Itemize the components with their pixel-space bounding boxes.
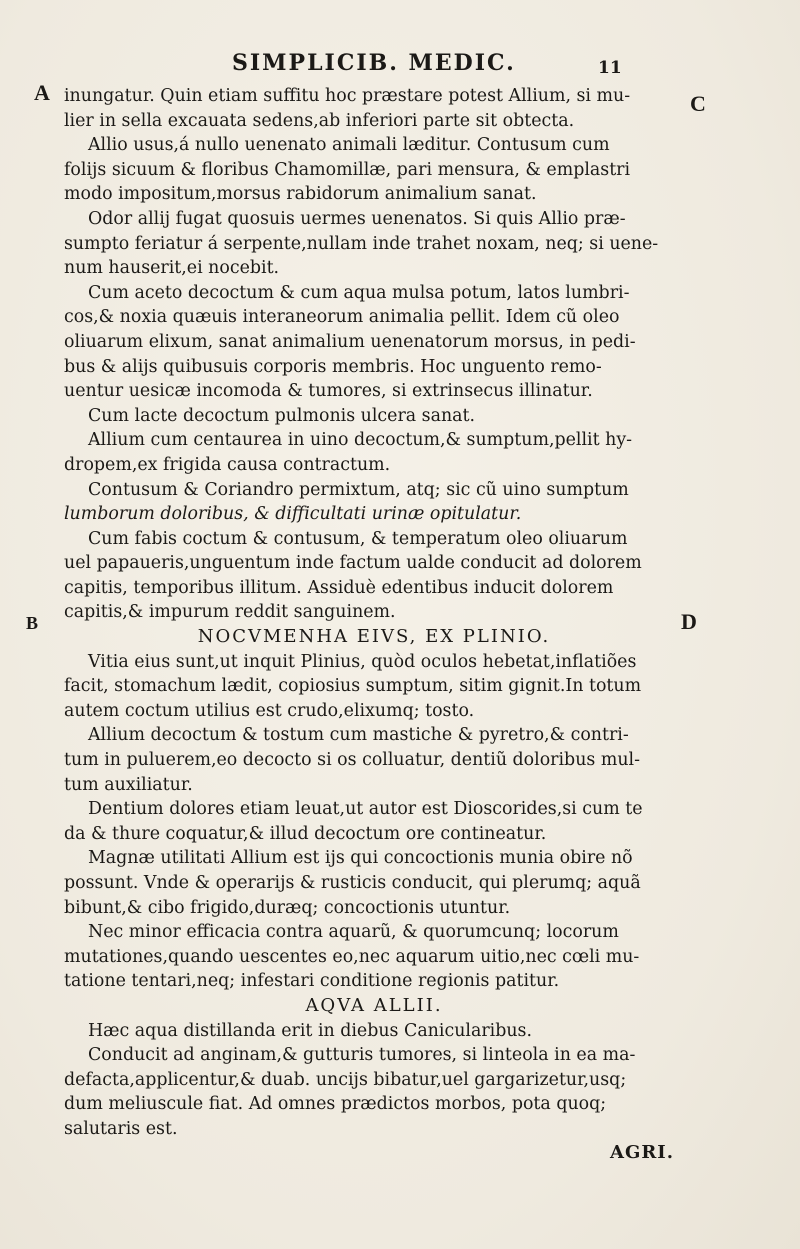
- text-line: Allio usus,á nullo uenenato animali læditur. Contusum cum: [88, 135, 610, 156]
- section-heading: AQVA ALLII.: [305, 994, 443, 1016]
- text-line: Cum fabis coctum & contusum, & temperatum oleo oliuarum: [88, 528, 628, 549]
- text-line: cos,& noxia quæuis interaneorum animalia pellit. Idem cũ oleo: [64, 307, 620, 328]
- running-head: SIMPLICIB. MEDIC.: [232, 50, 516, 76]
- text-line: capitis, temporibus illitum. Assiduè edentibus inducit dolorem: [64, 577, 614, 598]
- text-line: Allium cum centaurea in uino decoctum,& sumptum,pellit hy-: [88, 430, 633, 451]
- text-line: tatione tentari,neq; infestari conditione regionis patitur.: [64, 971, 560, 992]
- text-line: bibunt,& cibo frigido,duræq; concoctionis utuntur.: [64, 897, 511, 918]
- margin-letter-b: B: [26, 613, 39, 633]
- body-text: [64, 84, 684, 1142]
- text-line: salutaris est.: [64, 1118, 178, 1139]
- catchword: AGRI.: [610, 1142, 674, 1163]
- section-heading: NOCVMENHA EIVS, EX PLINIO.: [197, 626, 551, 648]
- text-line: dum meliuscule fiat. Ad omnes prædictos morbos, pota quoq;: [64, 1094, 607, 1115]
- page-number: 11: [598, 58, 622, 78]
- text-line: Dentium dolores etiam leuat,ut autor est Dioscorides,si cum te: [88, 799, 643, 820]
- text-line: autem coctum utilius est crudo,elixumq; tosto.: [64, 700, 475, 721]
- text-line: uel papaueris,unguentum inde factum ualde conducit ad dolorem: [64, 553, 642, 574]
- text-line: oliuarum elixum, sanat animalium uenenatorum morsus, in pedi-: [64, 331, 636, 352]
- text-line: num hauserit,ei nocebit.: [64, 258, 280, 279]
- text-line: uentur uesicæ incomoda & tumores, si extrinsecus illinatur.: [64, 381, 593, 402]
- text-line: Odor allij fugat quosuis uermes uenenatos. Si quis Allio præ-: [88, 208, 626, 229]
- text-line: da & thure coquatur,& illud decoctum ore contineatur.: [64, 823, 547, 844]
- text-line: Nec minor efficacia contra aquarũ, & quorumcunq; locorum: [88, 922, 619, 943]
- text-line: Conducit ad anginam,& gutturis tumores, si linteola in ea ma-: [88, 1045, 636, 1066]
- text-line: sumpto feriatur á serpente,nullam inde trahet noxam, neq; si uene-: [64, 233, 659, 254]
- text-line: tum in puluerem,eo decocto si os colluatur, dentiũ doloribus mul-: [64, 750, 640, 771]
- text-line: capitis,& impurum reddit sanguinem.: [64, 602, 396, 623]
- text-line: inungatur. Quin etiam suffitu hoc præstare potest Allium, si mu-: [64, 86, 631, 106]
- text-line: folijs sicuum & floribus Chamomillæ, pari mensura, & emplastri: [64, 159, 631, 180]
- text-line: mutationes,quando uescentes eo,nec aquarum uitio,nec cœli mu-: [64, 946, 640, 967]
- margin-letter-c: C: [690, 91, 706, 116]
- margin-letter-a: A: [34, 80, 50, 105]
- text-line: Cum lacte decoctum pulmonis ulcera sanat.: [88, 405, 476, 426]
- text-line: Vitia eius sunt,ut inquit Plinius, quòd oculos hebetat,inflatiões: [88, 651, 637, 672]
- text-line: tum auxiliatur.: [64, 774, 193, 795]
- text-line: dropem,ex frigida causa contractum.: [64, 454, 391, 475]
- text-line: possunt. Vnde & operarijs & rusticis conducit, qui plerumq; aquã: [64, 873, 641, 893]
- text-line: Hæc aqua distillanda erit in diebus Canicularibus.: [88, 1020, 532, 1041]
- text-line: Magnæ utilitati Allium est ijs qui concoctionis munia obire nõ: [88, 848, 633, 869]
- text-line: lier in sella excauata sedens,ab inferiori parte sit obtecta.: [64, 110, 575, 131]
- text-line: defacta,applicentur,& duab. uncijs bibatur,uel gargarizetur,usq;: [64, 1069, 627, 1090]
- text-line: lumborum doloribus, & difficultati urinæ opitulatur.: [64, 504, 522, 525]
- text-line: Allium decoctum & tostum cum mastiche & pyretro,& contri-: [88, 725, 629, 746]
- text-line: Cum aceto decoctum & cum aqua mulsa potum, latos lumbri-: [88, 282, 630, 303]
- page-header: [0, 48, 800, 82]
- margin-letter-d: D: [681, 609, 697, 634]
- text-line: Contusum & Coriandro permixtum, atq; sic cũ uino sumptum: [88, 479, 629, 500]
- text-line: bus & alijs quibusuis corporis membris. Hoc unguento remo-: [64, 356, 602, 377]
- text-line: facit, stomachum lædit, copiosius sumptum, sitim gignit.In totum: [64, 676, 642, 697]
- text-line: modo impositum,morsus rabidorum animalium sanat.: [64, 184, 537, 205]
